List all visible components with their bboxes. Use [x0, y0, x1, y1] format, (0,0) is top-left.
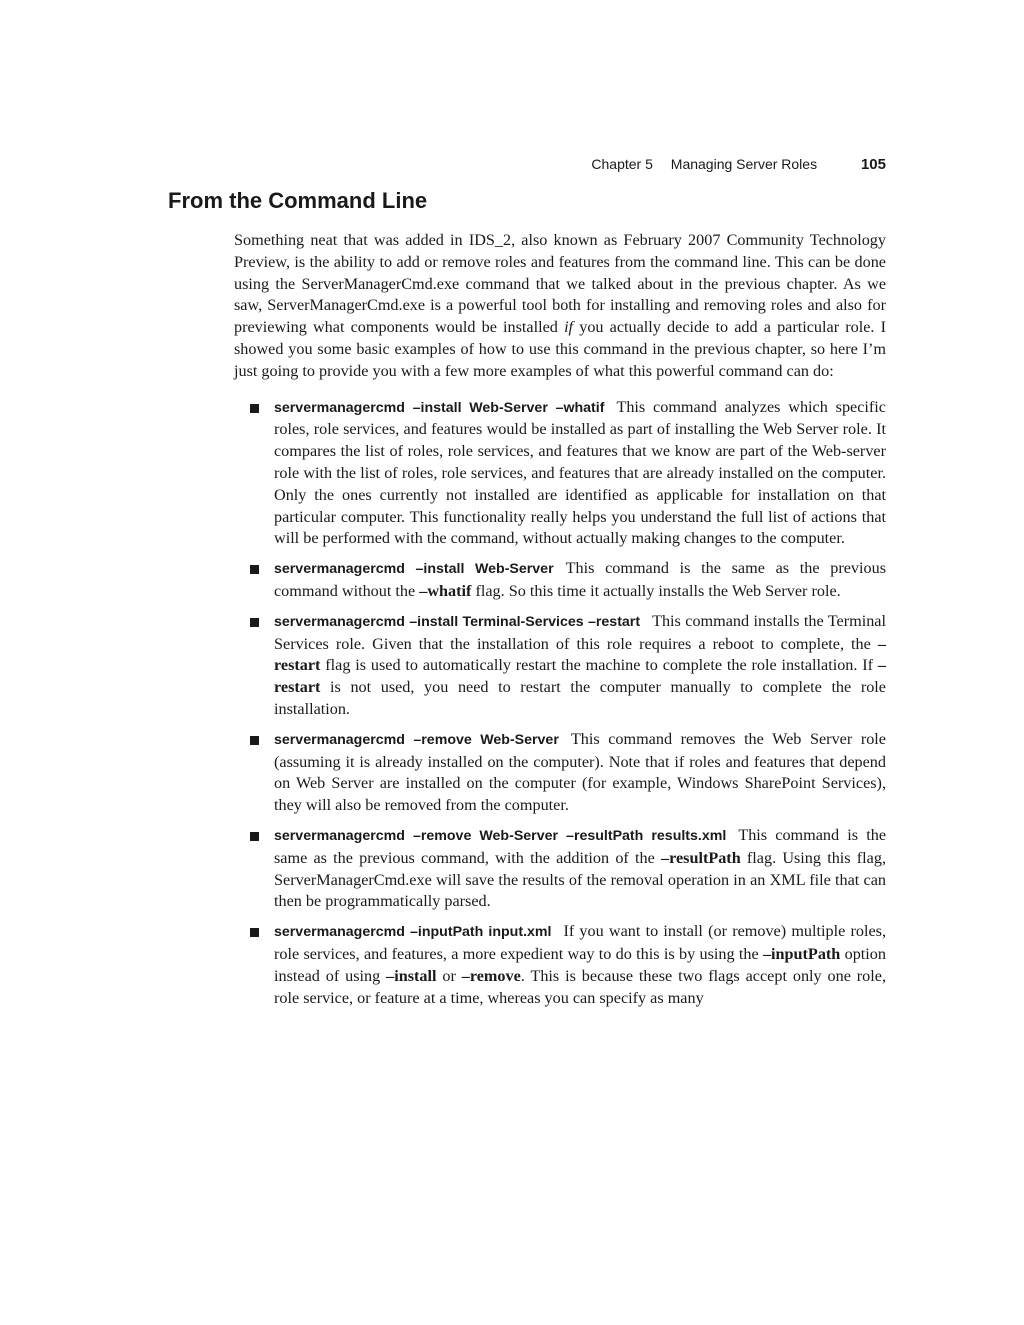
list-item	[234, 729, 886, 817]
command-term: servermanagercmd –install Web-Server –whatif	[274, 399, 605, 416]
list-item: servermanagercmd –install Web-Server This command is the same as the previous command without the –whatif flag. So this time it actually installs the Web Server role.	[234, 558, 886, 603]
list-item: servermanagercmd –inputPath input.xml If you want to install (or remove) multiple roles, role services, and features, a more expedient way to do this is by using the –inputPath option instead of using –install or –remove. This is because these two flags accept only one role, role service, or feature at a time, whereas you can specify as many	[234, 921, 886, 1009]
flag-term: –restart	[274, 656, 886, 697]
intro-paragraph: Something neat that was added in IDS_2, also known as February 2007 Community Technology Preview, is the ability to add or remove roles and features from the command line. This can be done using the ServerManagerCmd.exe command that we talked about in the previous chapter. As we saw, ServerManagerCmd.exe is a powerful tool both for installing and removing roles and also for previewing what components would be installed if you actually decide to add a particular role. I showed you some basic examples of how to use this command in the previous chapter, so here I’m just going to provide you with a few more examples of what this powerful command can do:	[234, 231, 887, 380]
square-bullet-icon	[250, 928, 259, 937]
square-bullet-icon	[250, 565, 259, 574]
item-description: This command analyzes which specific roles, role services, and features would be installed as part of installing the Web Server role. It compares the list of roles, role services, and features that we know are part of the Web-server role with the list of roles, role services, and features that are already installed on the computer. Only the ones currently not installed are identified as applicable for installation on that particular computer. This functionality really helps you understand the full list of actions that will be performed with the command, without actually making changes to the computer.	[274, 397, 886, 548]
list-item: servermanagercmd –install Terminal-Services –restart This command installs the Terminal Services role. Given that the installation of this role requires a reboot to complete, the –restart flag is used to automatically restart the machine to complete the role installation. If –restart is not used, you need to restart the computer manually to complete the role installation.	[234, 611, 886, 721]
flag-term: –inputPath	[762, 944, 841, 963]
list-item: servermanagercmd –remove Web-Server –resultPath results.xml This command is the same as the previous command, with the addition of the –resultPath flag. Using this flag, ServerManagerCmd.exe will save the results of the removal operation in an XML file that can then be programmatically parsed.	[234, 825, 886, 913]
flag-term: –whatif	[419, 581, 472, 600]
section-heading: From the Command Line	[168, 188, 428, 213]
chapter-title: Managing Server Roles	[670, 156, 818, 172]
running-head	[591, 156, 886, 173]
emphasis: if	[564, 318, 574, 337]
list-item	[234, 397, 886, 551]
command-term: servermanagercmd –install Terminal-Services –restart	[274, 613, 641, 630]
square-bullet-icon	[250, 404, 259, 413]
flag-term: –remove	[461, 966, 521, 985]
square-bullet-icon	[250, 736, 259, 745]
page-number: 105	[860, 156, 886, 173]
item-description: This command removes the Web Server role (assuming it is already installed on the computer). Note that if roles and features that depend on Web Server are installed on the computer (for example, Windows SharePoint Services), they will also be removed from the computer.	[274, 729, 886, 815]
chapter-label: Chapter 5	[591, 156, 653, 172]
body-text	[234, 230, 886, 1017]
command-list	[234, 397, 886, 1010]
flag-term: –restart	[274, 634, 886, 675]
square-bullet-icon	[250, 832, 259, 841]
command-term: servermanagercmd –inputPath input.xml	[274, 924, 552, 941]
flag-term: –install	[386, 966, 437, 985]
flag-term: –resultPath	[660, 848, 741, 867]
square-bullet-icon	[250, 618, 259, 627]
command-term: servermanagercmd –install Web-Server	[274, 561, 554, 578]
command-term: servermanagercmd –remove Web-Server	[274, 731, 559, 748]
command-term: servermanagercmd –remove Web-Server –resultPath results.xml	[274, 827, 727, 844]
